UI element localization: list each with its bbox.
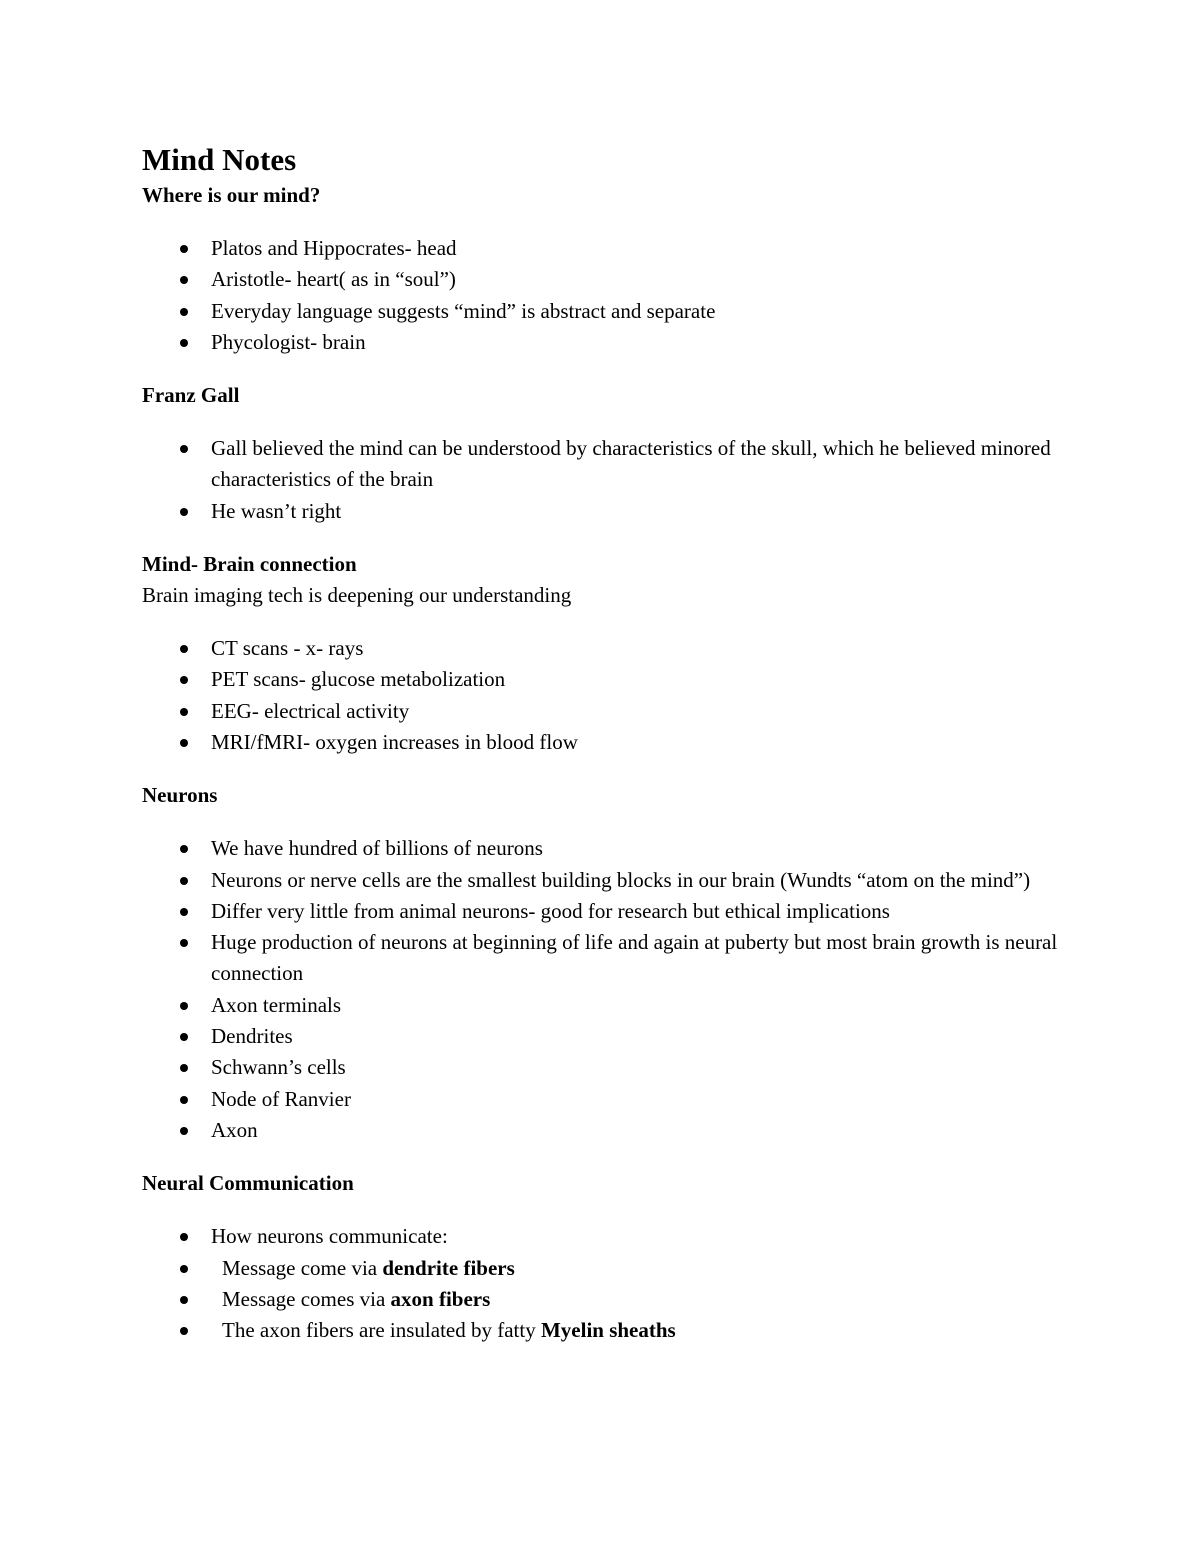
list-item: Neurons or nerve cells are the smallest building blocks in our brain (Wundts “atom on the mind”): [142, 865, 1082, 896]
bullet-icon: [180, 1064, 188, 1072]
bullet-icon: [180, 645, 188, 653]
bullet-icon: [180, 445, 188, 453]
bold-term-dendrite-fibers: dendrite fibers: [382, 1255, 515, 1280]
bullet-list-franz-gall: [142, 433, 1082, 527]
section-heading-neurons: Neurons: [142, 783, 218, 808]
list-item: Message come via dendrite fibers: [142, 1253, 1082, 1284]
bullet-icon: [180, 1096, 188, 1104]
bullet-icon: [180, 1327, 188, 1335]
bullet-icon: [180, 1265, 188, 1273]
list-item: Phycologist- brain: [142, 327, 1082, 358]
list-item: We have hundred of billions of neurons: [142, 833, 1082, 864]
bullet-icon: [180, 308, 188, 316]
list-item: Schwann’s cells: [142, 1052, 1082, 1083]
bullet-icon: [180, 1233, 188, 1241]
bullet-list-mind-brain: [142, 633, 1082, 758]
bullet-icon: [180, 939, 188, 947]
list-item: PET scans- glucose metabolization: [142, 664, 1082, 695]
bullet-list-neural-communication: [142, 1221, 1082, 1346]
bullet-icon: [180, 877, 188, 885]
bullet-icon: [180, 339, 188, 347]
bullet-icon: [180, 1033, 188, 1041]
section-heading-where-is-mind: Where is our mind?: [142, 183, 321, 207]
bullet-icon: [180, 908, 188, 916]
bold-term-myelin-sheaths: Myelin sheaths: [540, 1318, 676, 1343]
list-item: EEG- electrical activity: [142, 696, 1082, 727]
list-item: He wasn’t right: [142, 496, 1082, 527]
bullet-icon: [180, 1002, 188, 1010]
document-page: [142, 140, 1082, 1346]
list-item: Gall believed the mind can be understood by characteristics of the skull, which he believed minored characteristics of the brain: [142, 433, 1082, 496]
list-item: Huge production of neurons at beginning of life and again at puberty but most brain growth is neural connection: [142, 927, 1082, 990]
bullet-icon: [180, 508, 188, 516]
bullet-list-neurons: [142, 833, 1082, 1146]
list-item: Dendrites: [142, 1021, 1082, 1052]
list-item: Axon: [142, 1115, 1082, 1146]
list-item: Node of Ranvier: [142, 1084, 1082, 1115]
list-item: Axon terminals: [142, 990, 1082, 1021]
bold-term-axon-fibers: axon fibers: [390, 1286, 491, 1311]
section-intro-text: Brain imaging tech is deepening our understanding: [142, 583, 572, 608]
list-item: CT scans - x- rays: [142, 633, 1082, 664]
bullet-icon: [180, 845, 188, 853]
section-heading-neural-communication: Neural Communication: [142, 1171, 354, 1196]
section-heading-mind-brain: Mind- Brain connection: [142, 552, 357, 577]
list-item: How neurons communicate:: [142, 1221, 1082, 1252]
bullet-icon: [180, 1296, 188, 1304]
list-item: MRI/fMRI- oxygen increases in blood flow: [142, 727, 1082, 758]
section-heading-franz-gall: Franz Gall: [142, 383, 240, 408]
list-item: Platos and Hippocrates- head: [142, 233, 1082, 264]
bullet-icon: [180, 708, 188, 716]
bullet-icon: [180, 276, 188, 284]
list-item: Aristotle- heart( as in “soul”): [142, 264, 1082, 295]
bullet-icon: [180, 1127, 188, 1135]
list-item: Differ very little from animal neurons- good for research but ethical implications: [142, 896, 1082, 927]
bullet-icon: [180, 676, 188, 684]
bullet-icon: [180, 739, 188, 747]
list-item: The axon fibers are insulated by fatty Myelin sheaths: [142, 1315, 1082, 1346]
bullet-icon: [180, 245, 188, 253]
list-item: Everyday language suggests “mind” is abstract and separate: [142, 296, 1082, 327]
list-item: Message comes via axon fibers: [142, 1284, 1082, 1315]
bullet-list-where-is-mind: [142, 233, 1082, 358]
document-title: Mind Notes: [142, 142, 297, 177]
